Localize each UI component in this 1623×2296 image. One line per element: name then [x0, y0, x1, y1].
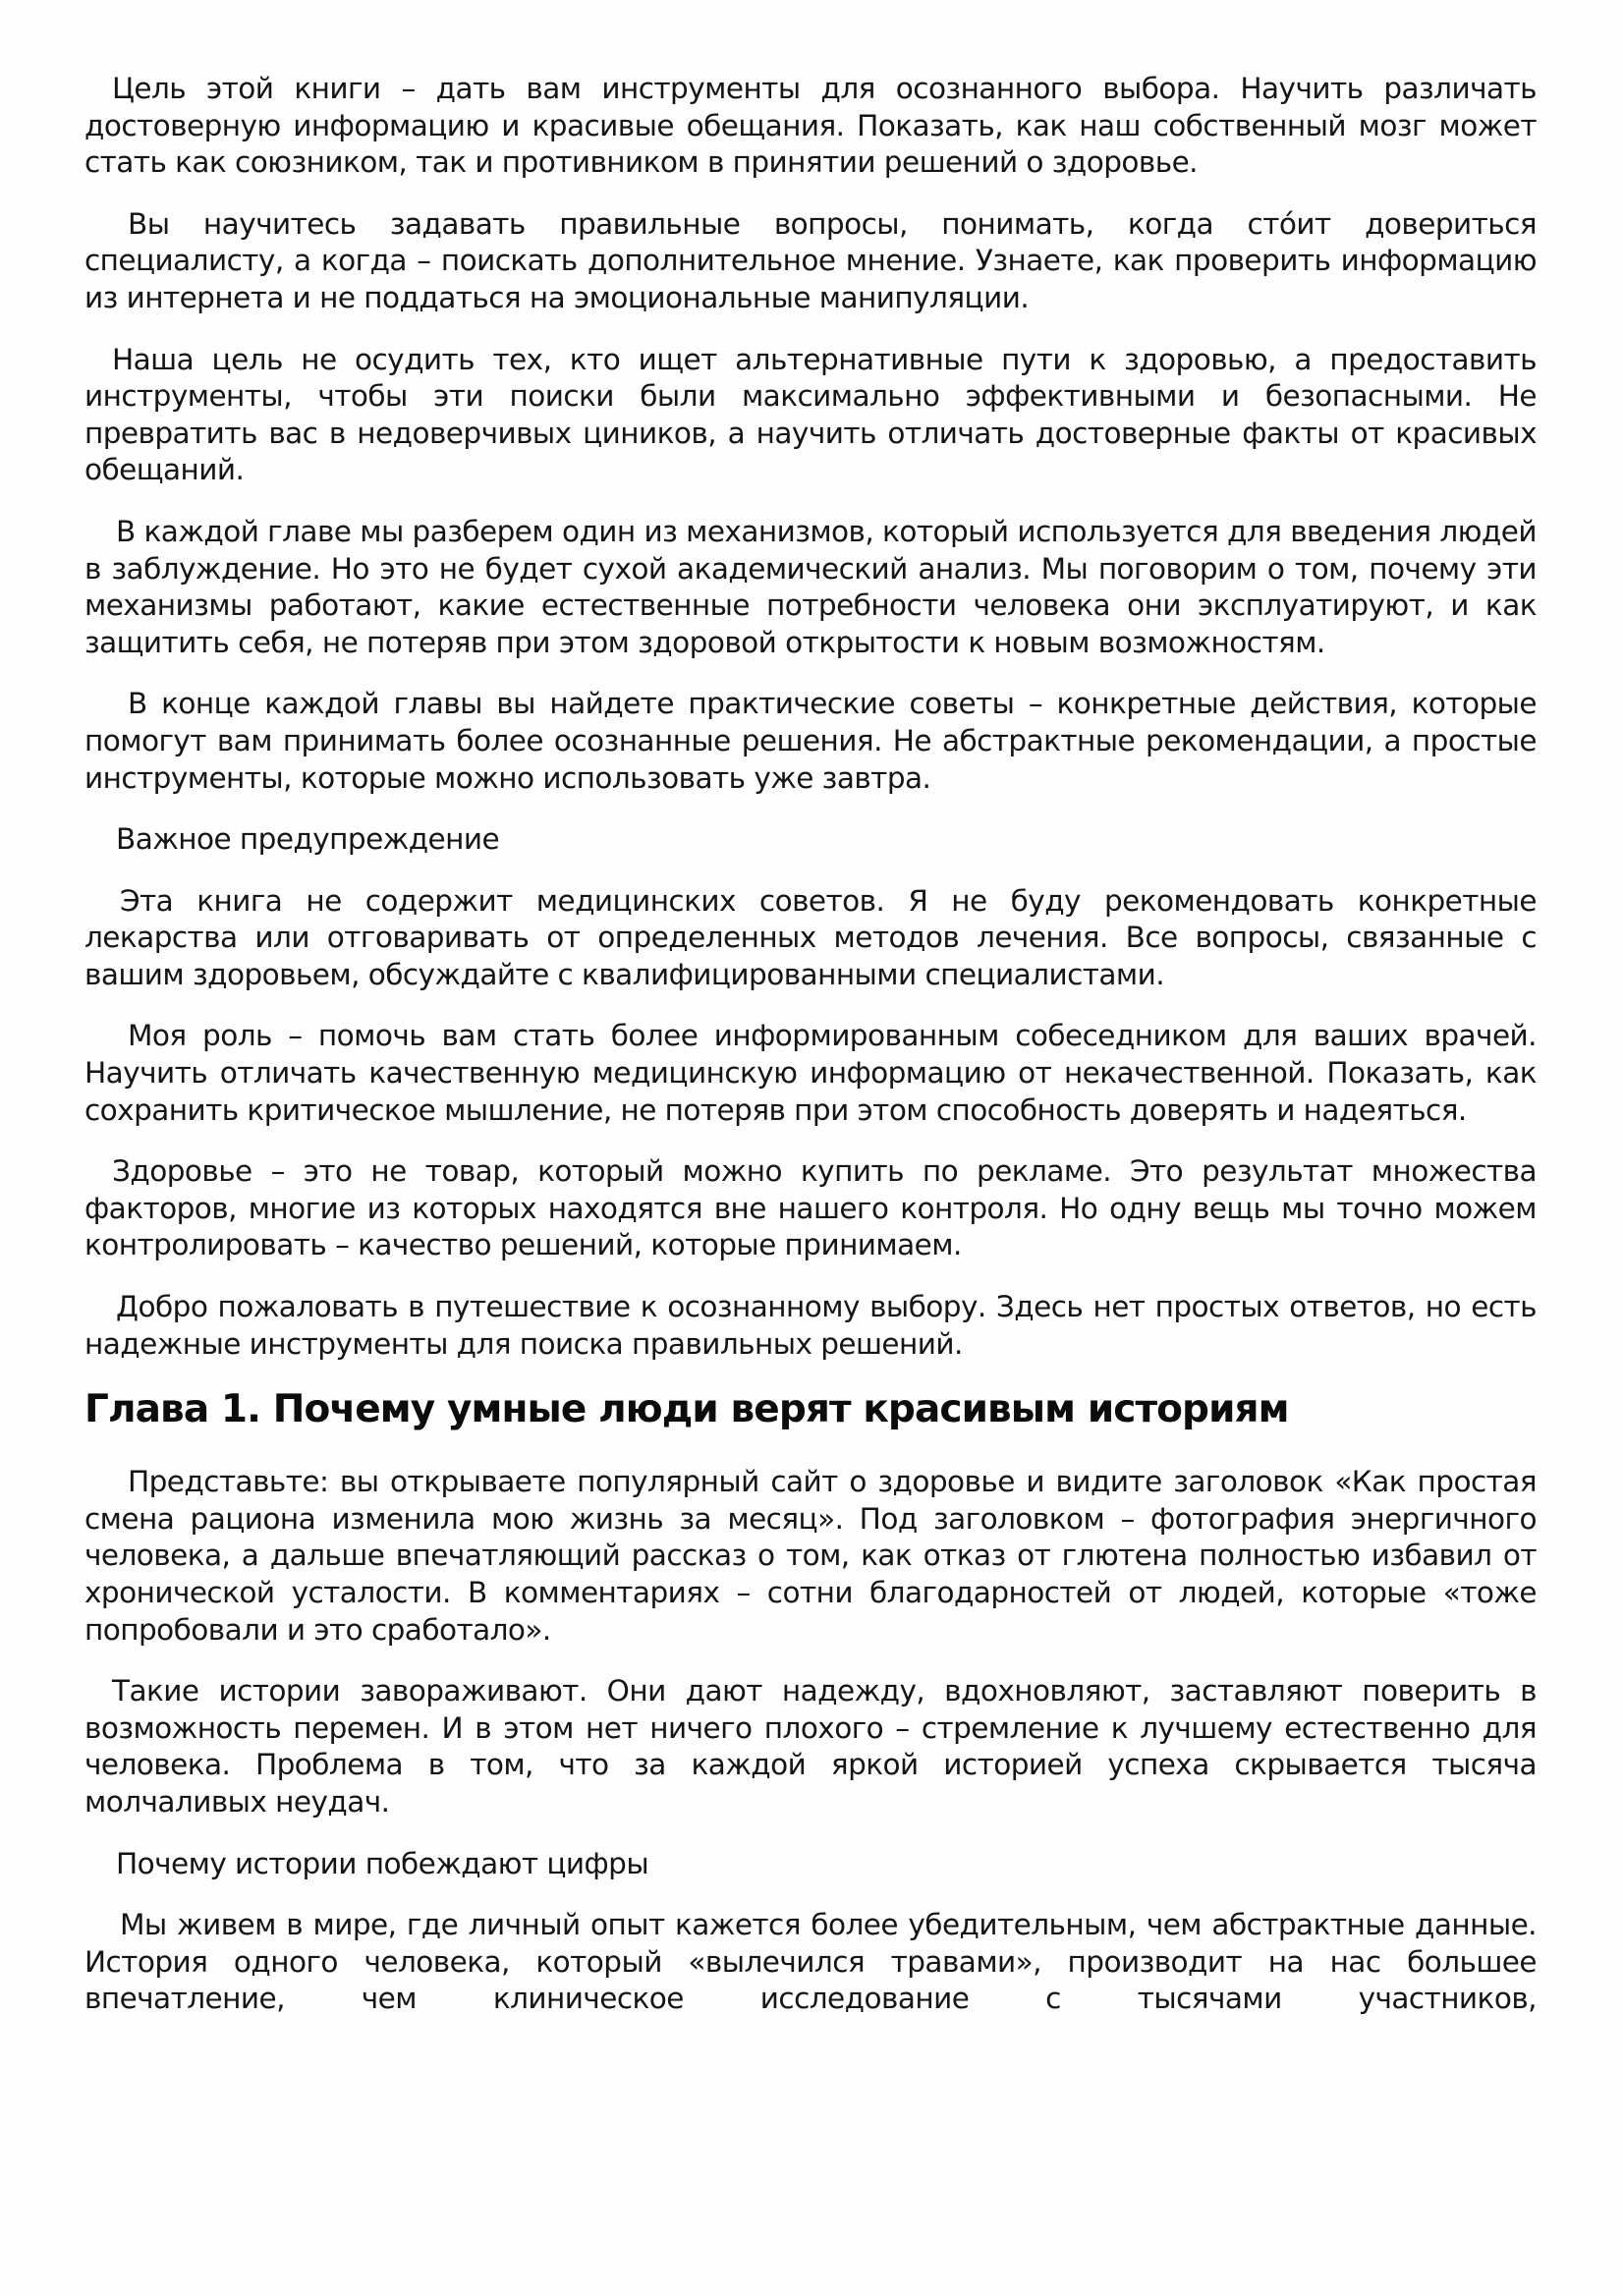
- warning-paragraph: Здоровье – это не товар, который можно купить по рекламе. Это результат множества факторов, многие из которых находятся вне нашего контроля. Но одну вещь мы точно можем контролировать – качество решений, которые принимаем.: [84, 1154, 1537, 1262]
- chapter-paragraph: Представьте: вы открываете популярный сайт о здоровье и видите заголовок «Как простая смена рациона изменила мою жизнь за месяц». Под заголовком – фотография энергичного человека, а дальше впечатляющий рассказ о том, как отказ от глютена полностью избавил от хронической усталости. В комментариях – сотни благодарностей от людей, которые «тоже попробовали и это сработало».: [84, 1465, 1537, 1647]
- warning-paragraph: Моя роль – помочь вам стать более информированным собеседником для ваших врачей. Научить отличать качественную медицинскую информацию от некачественной. Показать, как сохранить критическое мышление, не потеряв при этом способность доверять и надеяться.: [84, 1019, 1537, 1127]
- chapter-paragraph: Такие истории завораживают. Они дают надежду, вдохновляют, заставляют поверить в возможность перемен. И в этом нет ничего плохого – стремление к лучшему естественно для человека. Проблема в том, что за каждой яркой историей успеха скрывается тысяча молчаливых неудач.: [84, 1674, 1537, 1819]
- warning-paragraph: Добро пожаловать в путешествие к осознанному выбору. Здесь нет простых ответов, но есть надежные инструменты для поиска правильных решений.: [84, 1290, 1537, 1361]
- intro-paragraph: Наша цель не осудить тех, кто ищет альтернативные пути к здоровью, а предоставить инструменты, чтобы эти поиски были максимально эффективными и безопасными. Не превратить вас в недоверчивых циников, а научить отличать достоверные факты от красивых обещаний.: [84, 342, 1537, 487]
- chapter-subheading: Почему истории побеждают цифры: [116, 1846, 649, 1880]
- warning-paragraph: Эта книга не содержит медицинских советов. Я не буду рекомендовать конкретные лекарства или отговаривать от определенных методов лечения. Все вопросы, связанные с вашим здоровьем, обсуждайте с квалифицированными специалистами.: [84, 883, 1537, 991]
- intro-paragraph: Цель этой книги – дать вам инструменты для осознанного выбора. Научить различать достоверную информацию и красивые обещания. Показать, как наш собственный мозг может стать как союзником, так и противником в принятии решений о здоровье.: [84, 72, 1537, 180]
- chapter-title: Глава 1. Почему умные люди верят красивым историям: [84, 1387, 1289, 1432]
- intro-paragraph: В конце каждой главы вы найдете практические советы – конкретные действия, которые помогут вам принимать более осознанные решения. Не абстрактные рекомендации, а простые инструменты, которые можно использовать уже завтра.: [84, 687, 1537, 795]
- intro-paragraph: В каждой главе мы разберем один из механизмов, который используется для введения людей в заблуждение. Но это не будет сухой академический анализ. Мы поговорим о том, почему эти механизмы работают, какие естественные потребности человека они эксплуатируют, и как защитить себя, не потеряв при этом здоровой открытости к новым возможностям.: [84, 514, 1537, 659]
- document-page: [84, 71, 1537, 2043]
- chapter-paragraph: Мы живем в мире, где личный опыт кажется более убедительным, чем абстрактные данные. История одного человека, который «вылечился травами», производит на нас большее впечатление, чем клиническое исследование с тысячами участников,: [84, 1908, 1537, 2016]
- warning-heading: Важное предупреждение: [116, 822, 500, 857]
- intro-paragraph: Вы научитесь задавать правильные вопросы, понимать, когда сто́ит довериться специалисту, а когда – поискать дополнительное мнение. Узнаете, как проверить информацию из интернета и не поддаться на эмоциональные манипуляции.: [84, 206, 1537, 314]
